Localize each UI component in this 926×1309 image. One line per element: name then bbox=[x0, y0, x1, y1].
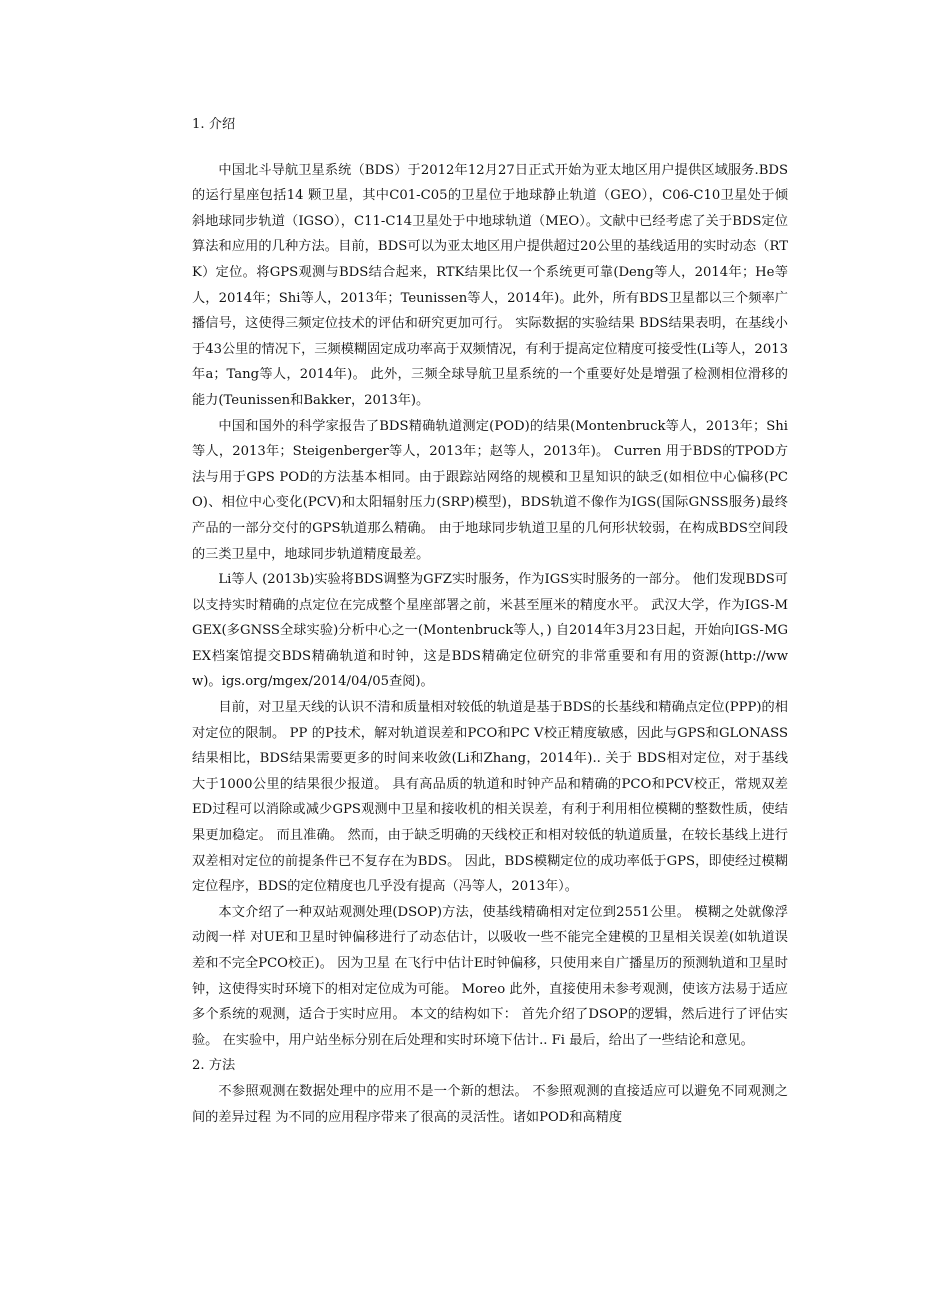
paragraph-intro-bds-overview: 中国北斗导航卫星系统（BDS）于2012年12月27日正式开始为亚太地区用户提供区域服务.BDS的运行星座包括14 颗卫星，其中C01-C05的卫星位于地球静止轨道（GEO），C06-C10卫星处于倾斜地球同步轨道（IGSO），C11-C14卫星处于中地球轨道（MEO）。文献中已经考虑了关于BDS定位算法和应用的几种方法。目前，BDS可以为亚太地区用户提供超过20公里的基线适用的实时动态（RTK）定位。将GPS观测与BDS结合起来，RTK结果比仅一个系统更可靠(Deng等人，2014年；He等人，2014年；Shi等人，2013年；Teunissen等人，2014年)。此外，所有BDS卫星都以三个频率广播信号，这使得三频定位技术的评估和研究更加可行。 实际数据的实验结果 BDS结果表明，在基线小于43公里的情况下，三频模糊固定成功率高于双频情况，有利于提高定位精度可接受性(Li等人，2013年a；Tang等人，2014年)。 此外，三频全球导航卫星系统的一个重要好处是增强了检测相位滑移的能力(Teunissen和Bakker，2013年)。 bbox=[192, 162, 788, 408]
paragraph-intro-realtime-service: Li等人 (2013b)实验将BDS调整为GFZ实时服务，作为IGS实时服务的一部分。 他们发现BDS可以支持实时精确的点定位在完成整个星座部署之前，米甚至厘米的精度水平。 武汉大学，作为IGS-MGEX(多GNSS全球实验)分析中心之一(Montenbruck等人，) 自2014年3月23日起，开始向IGS-MGEX档案馆提交BDS精确轨道和时钟，这是BDS精确定位研究的非常重要和有用的资源(http://www)。igs.org/mgex/2014/04/05查阅)。 bbox=[192, 572, 788, 690]
paragraph-method-undifferenced: 不参照观测在数据处理中的应用不是一个新的想法。 不参照观测的直接适应可以避免不同观测之间的差异过程 为不同的应用程序带来了很高的灵活性。诸如POD和高精度 bbox=[192, 1083, 788, 1125]
section-heading-introduction: 1. 介绍 bbox=[192, 117, 236, 132]
paragraph-intro-pod-results: 中国和国外的科学家报告了BDS精确轨道测定(POD)的结果(Montenbruck等人，2013年；Shi等人，2013年；Steigenberger等人，2013年；赵等人，2013年)。 Curren 用于BDS的TPOD方法与用于GPS POD的方法基本相同。由于跟踪站网络的规模和卫星知识的缺乏(如相位中心偏移(PCO)、相位中心变化(PCV)和太阳辐射压力(SRP)模型)，BDS轨道不像作为IGS(国际GNSS服务)最终产品的一部分交付的GPS轨道那么精确。 由于地球同步轨道卫星的几何形状较弱，在构成BDS空间段的三类卫星中，地球同步轨道精度最差。 bbox=[192, 418, 788, 562]
section-heading-method: 2. 方法 bbox=[192, 1058, 236, 1074]
paragraph-intro-dsop-method: 本文介绍了一种双站观测处理(DSOP)方法，使基线精确相对定位到2551公里。 模糊之处就像浮动阀一样 对UE和卫星时钟偏移进行了动态估计，以吸收一些不能完全建模的卫星相关误差(如轨道误差和不完全PCO校正)。 因为卫星 在飞行中估计E时钟偏移，只使用来自广播星历的预测轨道和卫星时钟，这使得实时环境下的相对定位成为可能。 Moreo 此外，直接使用未参考观测，使该方法易于适应多个系统的观测，适合于实时应用。 本文的结构如下： 首先介绍了DSOP的逻辑，然后进行了评估实验。 在实验中，用户站坐标分别在后处理和实时环境下估计.. Fi 最后，给出了一些结论和意见。 bbox=[192, 904, 788, 1048]
paragraph-intro-limitations: 目前，对卫星天线的认识不清和质量相对较低的轨道是基于BDS的长基线和精确点定位(PPP)的相对定位的限制。 PP 的P技术，解对轨道误差和PCO和PC V校正精度敏感，因此与GPS和GLONASS结果相比，BDS结果需要更多的时间来收敛(Li和Zhang，2014年).. 关于 BDS相对定位，对于基线大于1000公里的结果很少报道。 具有高品质的轨道和时钟产品和精确的PCO和PCV校正，常规双差 ED过程可以消除或减少GPS观测中卫星和接收机的相关误差，有利于利用相位模糊的整数性质，使结果更加稳定。 而且准确。 然而，由于缺乏明确的天线校正和相对较低的轨道质量，在较长基线上进行双差相对定位的前提条件已不复存在为BDS。 因此，BDS模糊定位的成功率低于GPS，即使经过模糊定位程序，BDS的定位精度也几乎没有提高（冯等人，2013年）。 bbox=[192, 700, 788, 895]
document-body bbox=[192, 112, 788, 1130]
